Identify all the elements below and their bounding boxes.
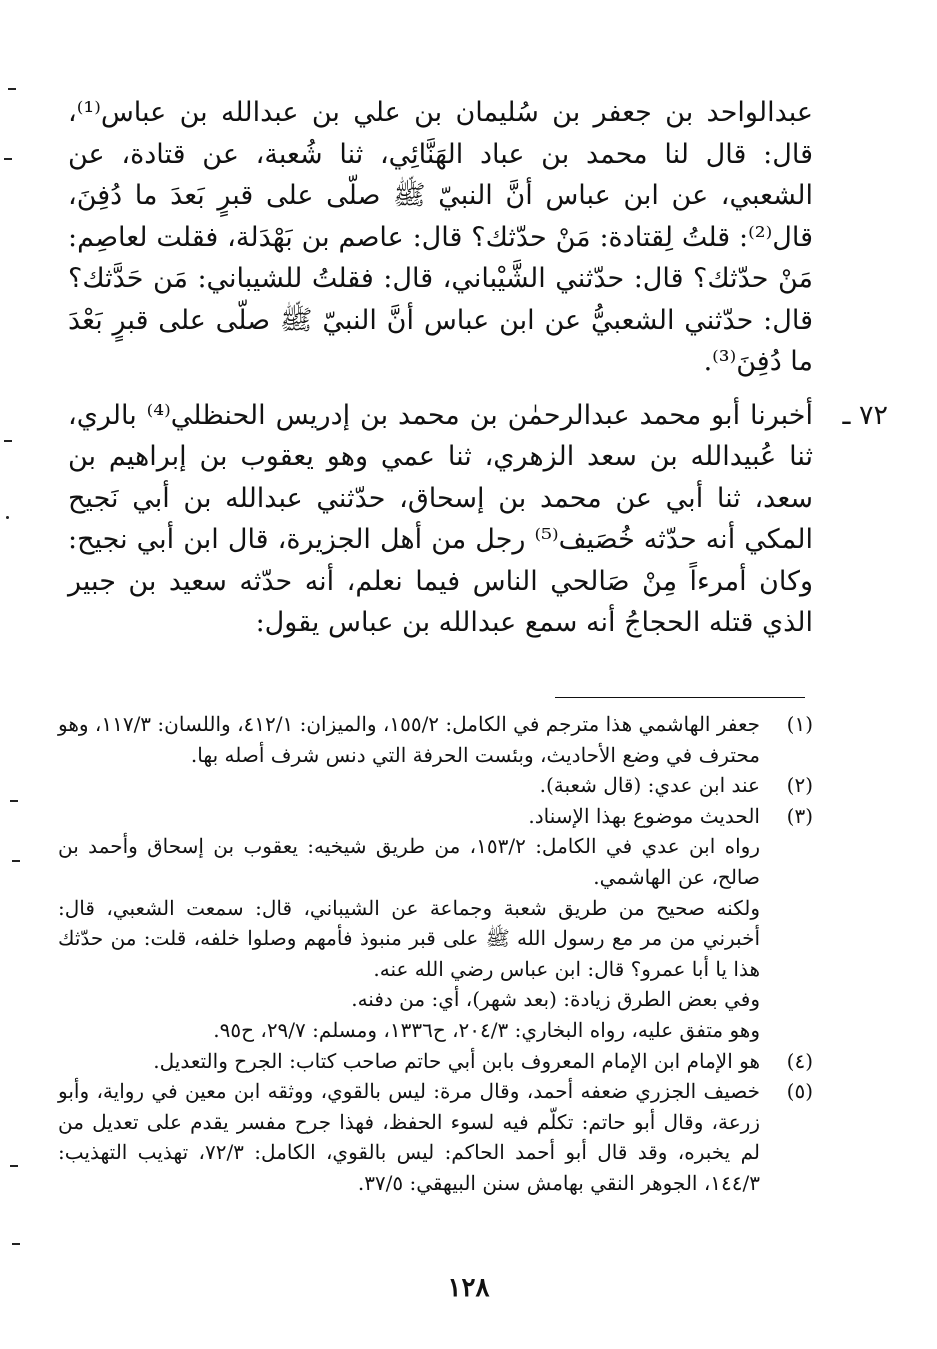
scan-mark xyxy=(10,800,18,802)
scan-mark xyxy=(12,860,20,862)
footnote-number: (٥) xyxy=(786,1079,813,1104)
main-text xyxy=(68,92,888,644)
footnote-text: خصيف الجزري ضعفه أحمد، وقال مرة: ليس بالقوي، ووثقه ابن معين في رواية، وأبو زرعة، وقال أبو حاتم: تكلّم فيه لسوء الحفظ، فهذا جرح مفسر يقدم على تعديل من لم يخبره، وقد قال أبو أحمد الحاكم: ليس بالقوي، الكامل: ٧٢/٣، تهذيب التهذيب: ١٤٤/٣، الجوهر النقي بهامش سنن البيهقي: ٣٧/٥. xyxy=(58,1079,760,1195)
footnote-3-paragraph: ولكنه صحيح من طريق شعبة وجماعة عن الشيباني، قال: سمعت الشعبي، قال: أخبرني من مر مع رسول الله ﷺ على قبر منبوذ فأمهم وصلوا خلفه، قلت: من حدّثك هذا يا أبا عمرو؟ قال: ابن عباس رضي الله عنه. xyxy=(58,895,760,981)
footnote-text: عند ابن عدي: (قال شعبة). xyxy=(539,773,760,798)
footnote-2 xyxy=(58,770,813,801)
footnote-1 xyxy=(58,709,813,770)
footnote-number: (١) xyxy=(786,712,813,736)
footnote-number: (٢) xyxy=(786,773,813,798)
entry-number: ٧٢ ـ xyxy=(842,399,888,431)
page-number: ١٢٨ xyxy=(447,1273,490,1303)
footnotes xyxy=(58,709,813,1199)
footnote-3-paragraph: رواه ابن عدي في الكامل: ١٥٣/٢، من طريق شيخيه: يعقوب بن إسحاق وأحمد بن صالح، عن الهاشمي. xyxy=(58,834,760,889)
entry-text: أخبرنا أبو محمد عبدالرحمٰن بن محمد بن إدريس الحنظلي⁽⁴⁾ بالري، ثنا عُبيدالله بن سعد الزهري، ثنا عمي وهو يعقوب بن إبراهيم بن سعد، ثنا أبي عن محمد بن إسحاق، حدّثني عبدالله بن أبي نَجيح المكي أنه حدّثه خُصَيف⁽⁵⁾ رجل من أهل الجزيرة، قال ابن أبي نجيح: وكان أمرءاً مِنْ صَالحي الناس فيما نعلم، أنه حدّثه سعيد بن جبير الذي قتله الحجاجُ أنه سمع عبدالله بن عباس يقول: xyxy=(68,399,813,638)
scan-mark xyxy=(10,1165,18,1167)
footnote-text: هو الإمام ابن الإمام المعروف بابن أبي حاتم صاحب كتاب: الجرح والتعديل. xyxy=(153,1048,760,1073)
scan-mark xyxy=(4,158,12,160)
scan-mark xyxy=(4,440,12,442)
scan-mark xyxy=(8,88,16,90)
footnote-3 xyxy=(58,801,813,832)
footnote-4 xyxy=(58,1046,813,1077)
footnote-number: (٣) xyxy=(786,803,813,828)
footnote-3-paragraph: وفي بعض الطرق زيادة: (بعد شهر)، أي: من دفنه. xyxy=(351,987,760,1012)
footnote-text: جعفر الهاشمي هذا مترجم في الكامل: ١٥٥/٢، والميزان: ٤١٢/١، واللسان: ١١٧/٣، وهو محترف في وضع الأحاديث، وبئست الحرفة التي دنس شرف أصله بها. xyxy=(57,712,760,767)
scan-mark xyxy=(12,1243,20,1245)
paragraph-continuation: عبدالواحد بن جعفر بن سُليمان بن علي بن عبدالله بن عباس⁽¹⁾، قال: قال لنا محمد بن عباد الهَنَّائِي، ثنا شُعبة، عن قتادة، عن الشعبي، عن ابن عباس أنَّ النبيّ ﷺ صلّى على قبرٍ بَعدَ ما دُفِنَ، قال⁽²⁾: قلتُ لِقتادة: مَنْ حدّثك؟ قال: عاصم بن بَهْدَلة، فقلت لعاصِم: مَنْ حدّثك؟ قال: حدّثني الشَّيْباني، قال: فقلتُ للشيباني: مَن حَدَّثك؟ قال: حدّثني الشعبيُّ عن ابن عباس أنَّ النبيّ ﷺ صلّى على قبرٍ بَعْدَ ما دُفِنَ⁽³⁾. xyxy=(68,97,813,377)
footnote-text: الحديث موضوع بهذا الإسناد. xyxy=(528,803,760,828)
footnote-3-paragraph: وهو متفق عليه، رواه البخاري: ٢٠٤/٣، ح١٣٣٦، ومسلم: ٢٩/٧، ح٩٥. xyxy=(213,1017,760,1042)
footnote-5 xyxy=(58,1076,813,1198)
hadith-entry-72 xyxy=(68,395,888,644)
footnote-number: (٤) xyxy=(786,1048,813,1073)
scan-mark xyxy=(6,516,9,519)
footnote-separator xyxy=(555,697,805,698)
